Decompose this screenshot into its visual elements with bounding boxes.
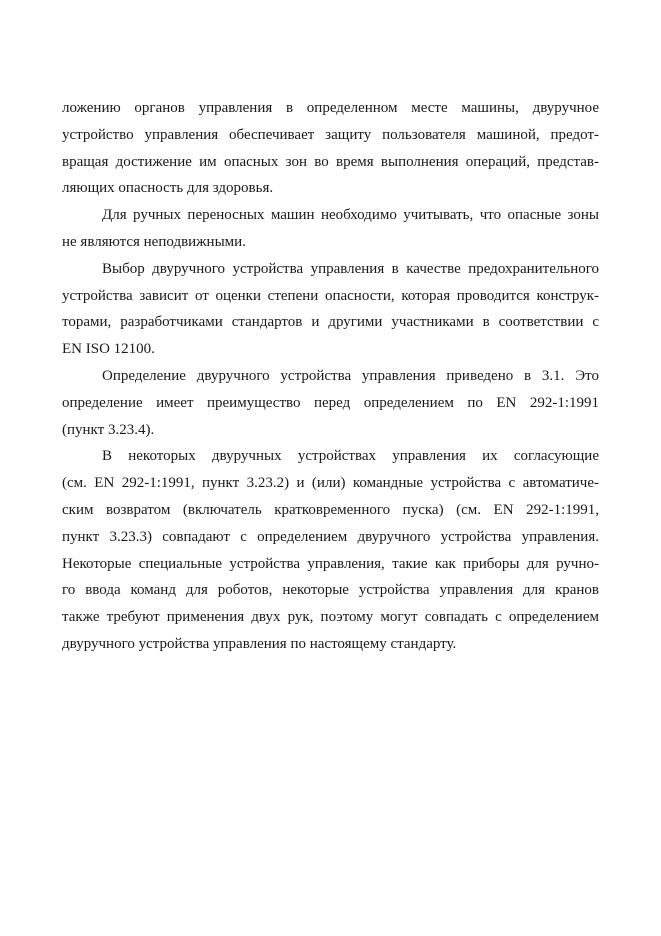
text-line: устройства зависит от оценки степени опасности, которая проводится конструк-	[62, 287, 599, 304]
text-line: (пункт 3.23.4).	[62, 421, 155, 438]
text-line: Определение двуручного устройства управления приведено в 3.1. Это	[102, 367, 599, 384]
text-line: го ввода команд для роботов, некоторые устройства управления для кранов	[62, 582, 599, 599]
text-line: вращая достижение им опасных зон во время выполнения операций, представ-	[62, 153, 599, 170]
text-line: В некоторых двуручных устройствах управления их согласующие	[102, 448, 599, 465]
paragraph-2	[62, 202, 599, 256]
text-line: пункт 3.23.3) совпадают с определением двуручного устройства управления.	[62, 528, 599, 545]
text-line: также требуют применения двух рук, поэтому могут совпадать с определением	[62, 609, 599, 626]
text-line: Некоторые специальные устройства управления, такие как приборы для ручно-	[62, 555, 599, 572]
paragraph-3	[62, 256, 599, 363]
text-line: Выбор двуручного устройства управления в качестве предохранительного	[102, 260, 599, 277]
text-line: (см. EN 292-1:1991, пункт 3.23.2) и (или) командные устройства с автоматиче-	[62, 475, 599, 492]
text-line: ским возвратом (включатель кратковременного пуска) (см. EN 292-1:1991,	[62, 501, 599, 518]
text-line: определение имеет преимущество перед определением по EN 292-1:1991	[62, 394, 599, 411]
text-line: торами, разработчиками стандартов и другими участниками в соответствии с	[62, 314, 599, 331]
paragraph-4	[62, 363, 599, 443]
paragraph-5	[62, 443, 599, 657]
paragraph-1	[62, 95, 599, 202]
text-line: ляющих опасность для здоровья.	[62, 180, 274, 197]
text-line: ложению органов управления в определенном месте машины, двуручное	[62, 100, 599, 116]
text-line: устройство управления обеспечивает защиту пользователя машиной, предот-	[62, 126, 599, 143]
text-line: двуручного устройства управления по настоящему стандарту.	[62, 635, 457, 652]
text-line: не являются неподвижными.	[62, 233, 246, 250]
text-line: EN ISO 12100.	[62, 341, 155, 358]
text-line: Для ручных переносных машин необходимо учитывать, что опасные зоны	[102, 207, 599, 224]
document-page	[62, 95, 599, 658]
